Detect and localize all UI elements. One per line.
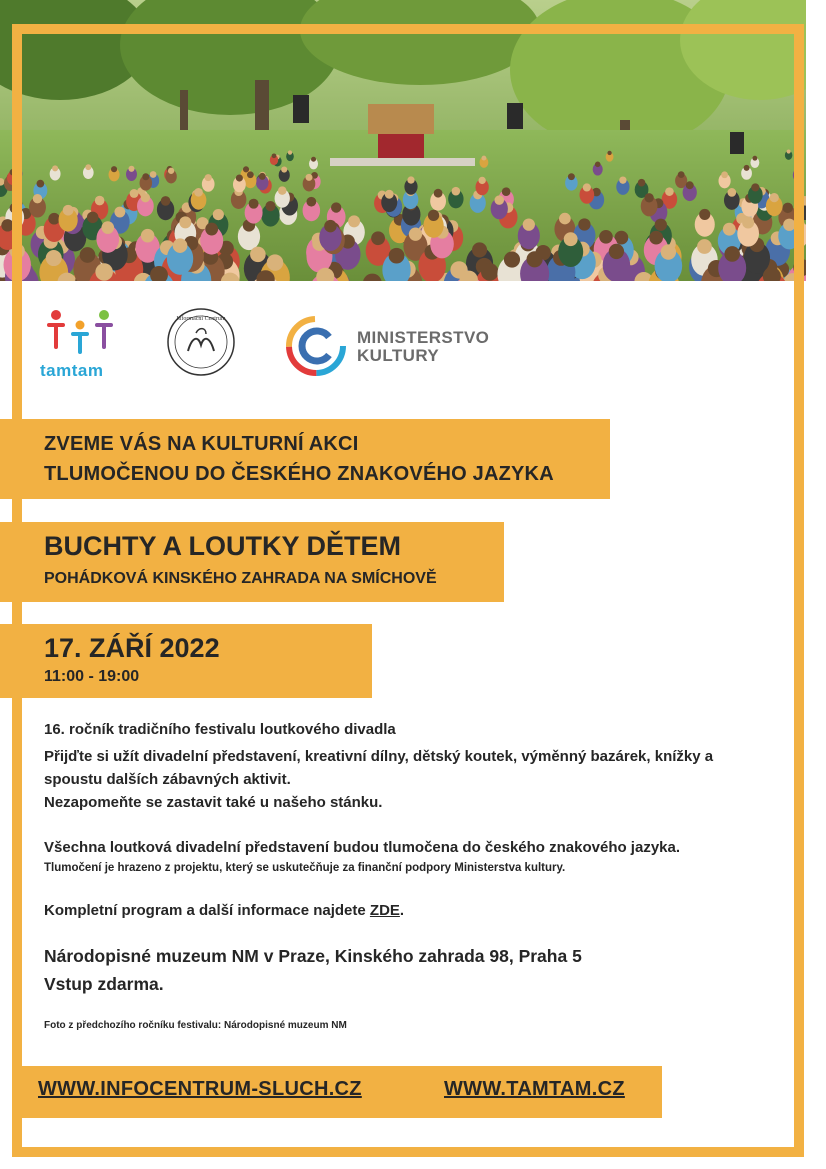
event-title: BUCHTY A LOUTKY DĚTEM xyxy=(44,531,402,561)
free-entry: Vstup zdarma. xyxy=(44,974,164,994)
tamtam-link[interactable]: WWW.TAMTAM.CZ xyxy=(444,1078,625,1100)
event-date-banner xyxy=(0,624,372,698)
activities-line-1: Přijďte si užít divadelní představení, kreativní dílny, dětský koutek, výměnný bazárek, knížky a xyxy=(44,748,714,765)
infocentrum-link[interactable]: WWW.INFOCENTRUM-SLUCH.CZ xyxy=(38,1078,362,1100)
ministry-of-culture-logo xyxy=(285,315,525,377)
event-photo xyxy=(0,0,806,281)
park-audience-image xyxy=(0,0,806,281)
tamtam-logo xyxy=(40,305,120,383)
tamtam-figures-icon xyxy=(46,307,114,357)
information-centre-logo xyxy=(166,307,236,377)
event-subtitle: POHÁDKOVÁ KINSKÉHO ZAHRADA NA SMÍCHOVĚ xyxy=(44,570,437,587)
invitation-line-2: TLUMOČENOU DO ČESKÉHO ZNAKOVÉHO JAZYKA xyxy=(44,463,554,485)
ministry-line-2: KULTURY xyxy=(357,346,440,365)
tamtam-wordmark: tamtam xyxy=(40,361,104,380)
interpretation-note: Všechna loutková divadelní představení budou tlumočena do českého znakového jazyka. xyxy=(44,839,681,856)
ministry-name xyxy=(357,329,489,365)
ministry-line-1: MINISTERSTVO xyxy=(357,328,490,347)
info-centre-seal-text: Informační Centrum xyxy=(176,316,226,322)
event-date: 17. ZÁŘÍ 2022 xyxy=(44,633,220,663)
event-time: 11:00 - 19:00 xyxy=(44,668,140,685)
program-info-period: . xyxy=(399,902,405,919)
invitation-banner xyxy=(0,419,610,499)
partner-logos xyxy=(40,305,540,385)
activities-line-2: spoustu dalších zábavných aktivit. xyxy=(44,771,291,788)
program-link[interactable]: ZDE xyxy=(369,902,400,919)
ministry-c-emblem-icon xyxy=(285,315,347,377)
festival-edition: 16. ročník tradičního festivalu loutkového divadla xyxy=(44,721,396,738)
program-info-text: Kompletní program a další informace najdete xyxy=(44,902,370,919)
photo-credit: Foto z předchozího ročníku festivalu: Národopisné muzeum NM xyxy=(44,1020,347,1031)
funding-note: Tlumočení je hrazeno z projektu, který se uskutečňuje za finanční podpory Ministerstva kultury. xyxy=(44,862,566,874)
stand-reminder: Nezapomeňte se zastavit také u našeho stánku. xyxy=(44,794,383,811)
info-centre-seal-icon xyxy=(166,307,236,377)
invitation-line-1: ZVEME VÁS NA KULTURNÍ AKCI xyxy=(44,433,359,455)
event-title-banner xyxy=(0,522,504,602)
footer-banner xyxy=(20,1066,662,1118)
program-info xyxy=(44,899,764,922)
event-description xyxy=(44,718,764,1031)
venue-address: Národopisné muzeum NM v Praze, Kinského zahrada 98, Praha 5 xyxy=(44,946,582,966)
